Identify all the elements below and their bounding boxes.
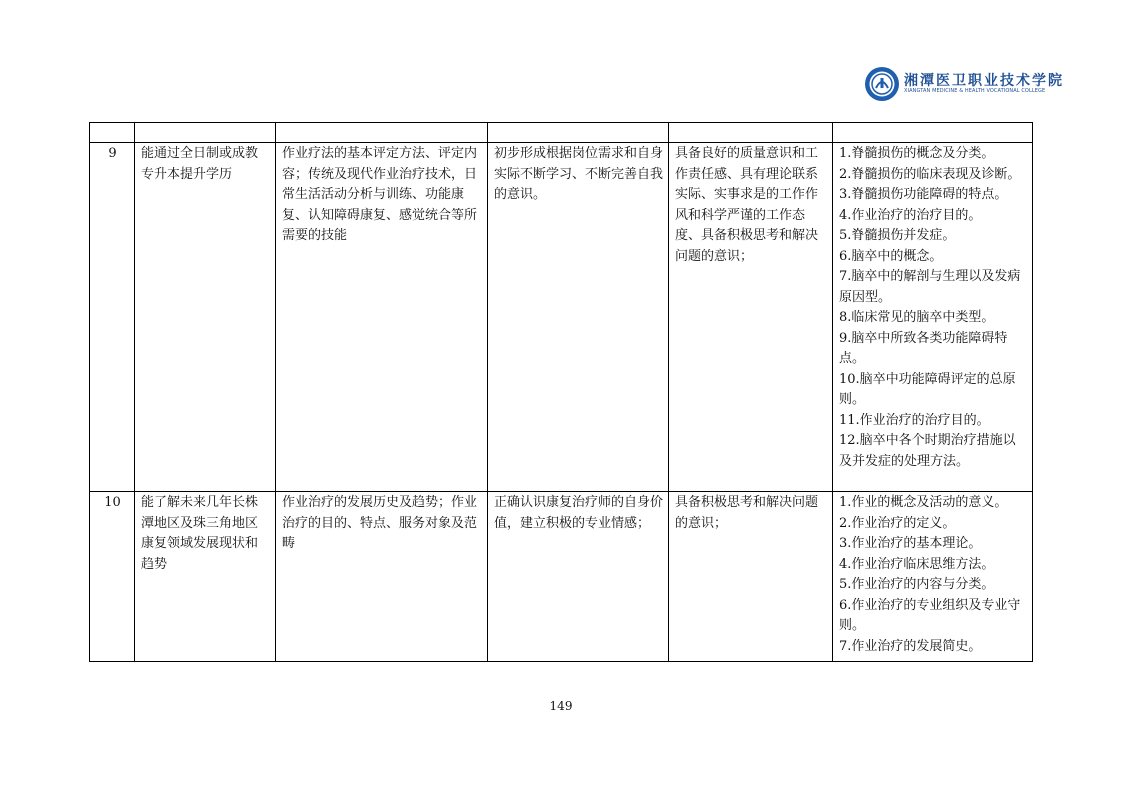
list-item: 12.脑卒中各个时期治疗措施以及并发症的处理方法。 — [839, 433, 1016, 469]
row-number: 10 — [90, 492, 135, 662]
list-item: 2.脊髓损伤的临床表现及诊断。 — [839, 166, 1021, 182]
list-item: 7.脑卒中的解剖与生理以及发病原因型。 — [839, 269, 1021, 305]
table-row — [90, 492, 1033, 662]
ability-cell: 能了解未来几年长株潭地区及珠三角地区康复领域发展现状和趋势 — [135, 492, 276, 662]
list-item: 10.脑卒中功能障碍评定的总原则。 — [839, 371, 1016, 407]
table-row — [90, 143, 1033, 492]
content-list — [833, 492, 1033, 662]
content-list — [833, 143, 1033, 492]
list-item: 1.作业的概念及活动的意义。 — [839, 495, 1008, 510]
list-item: 3.脊髓损伤功能障碍的特点。 — [839, 187, 1008, 202]
list-item: 5.脊髓损伤并发症。 — [839, 228, 956, 243]
curriculum-table — [89, 122, 1033, 662]
list-item: 1.脊髓损伤的概念及分类。 — [839, 146, 995, 161]
ability-cell: 能通过全日制或成教专升本提升学历 — [135, 143, 276, 492]
quality-cell: 具备良好的质量意识和工作责任感、具有理论联系实际、实事求是的工作作风和科学严谨的工作态度、具备积极思考和解决问题的意识； — [669, 143, 833, 492]
list-item: 3.作业治疗的基本理论。 — [839, 536, 982, 551]
list-item: 7.作业治疗的发展简史。 — [839, 638, 982, 654]
list-item: 9.脑卒中所致各类功能障碍特点。 — [839, 330, 1008, 366]
page-number: 149 — [549, 699, 573, 713]
list-item: 2.作业治疗的定义。 — [839, 515, 956, 531]
list-item: 6.脑卒中的概念。 — [839, 248, 943, 264]
list-item: 8.临床常见的脑卒中类型。 — [839, 310, 995, 325]
college-seal-icon — [864, 66, 900, 102]
list-item: 4.作业治疗的治疗目的。 — [839, 207, 982, 223]
attitude-cell: 初步形成根据岗位需求和自身实际不断学习、不断完善自我的意识。 — [488, 143, 669, 492]
list-item: 4.作业治疗临床思维方法。 — [839, 556, 995, 572]
knowledge-cell: 作业疗法的基本评定方法、评定内容；传统及现代作业治疗技术，日常生活活动分析与训练、功能康复、认知障碍康复、感觉统合等所需要的技能 — [276, 143, 488, 492]
table-header-row — [90, 123, 1033, 143]
attitude-cell: 正确认识康复治疗师的自身价值，建立积极的专业情感； — [488, 492, 669, 662]
row-number: 9 — [90, 143, 135, 492]
college-name-en: XIANGTAN MEDICINE & HEALTH VOCATIONAL COLLEGE — [904, 88, 1046, 94]
college-name: 湘潭医卫职业技术学院 — [904, 73, 1064, 89]
knowledge-cell: 作业治疗的发展历史及趋势；作业治疗的目的、特点、服务对象及范畴 — [276, 492, 488, 662]
quality-cell: 具备积极思考和解决问题的意识； — [669, 492, 833, 662]
college-logo — [864, 66, 1064, 106]
list-item: 11.作业治疗的治疗目的。 — [839, 412, 990, 428]
list-item: 6.作业治疗的专业组织及专业守则。 — [839, 597, 1021, 633]
list-item: 5.作业治疗的内容与分类。 — [839, 577, 995, 592]
